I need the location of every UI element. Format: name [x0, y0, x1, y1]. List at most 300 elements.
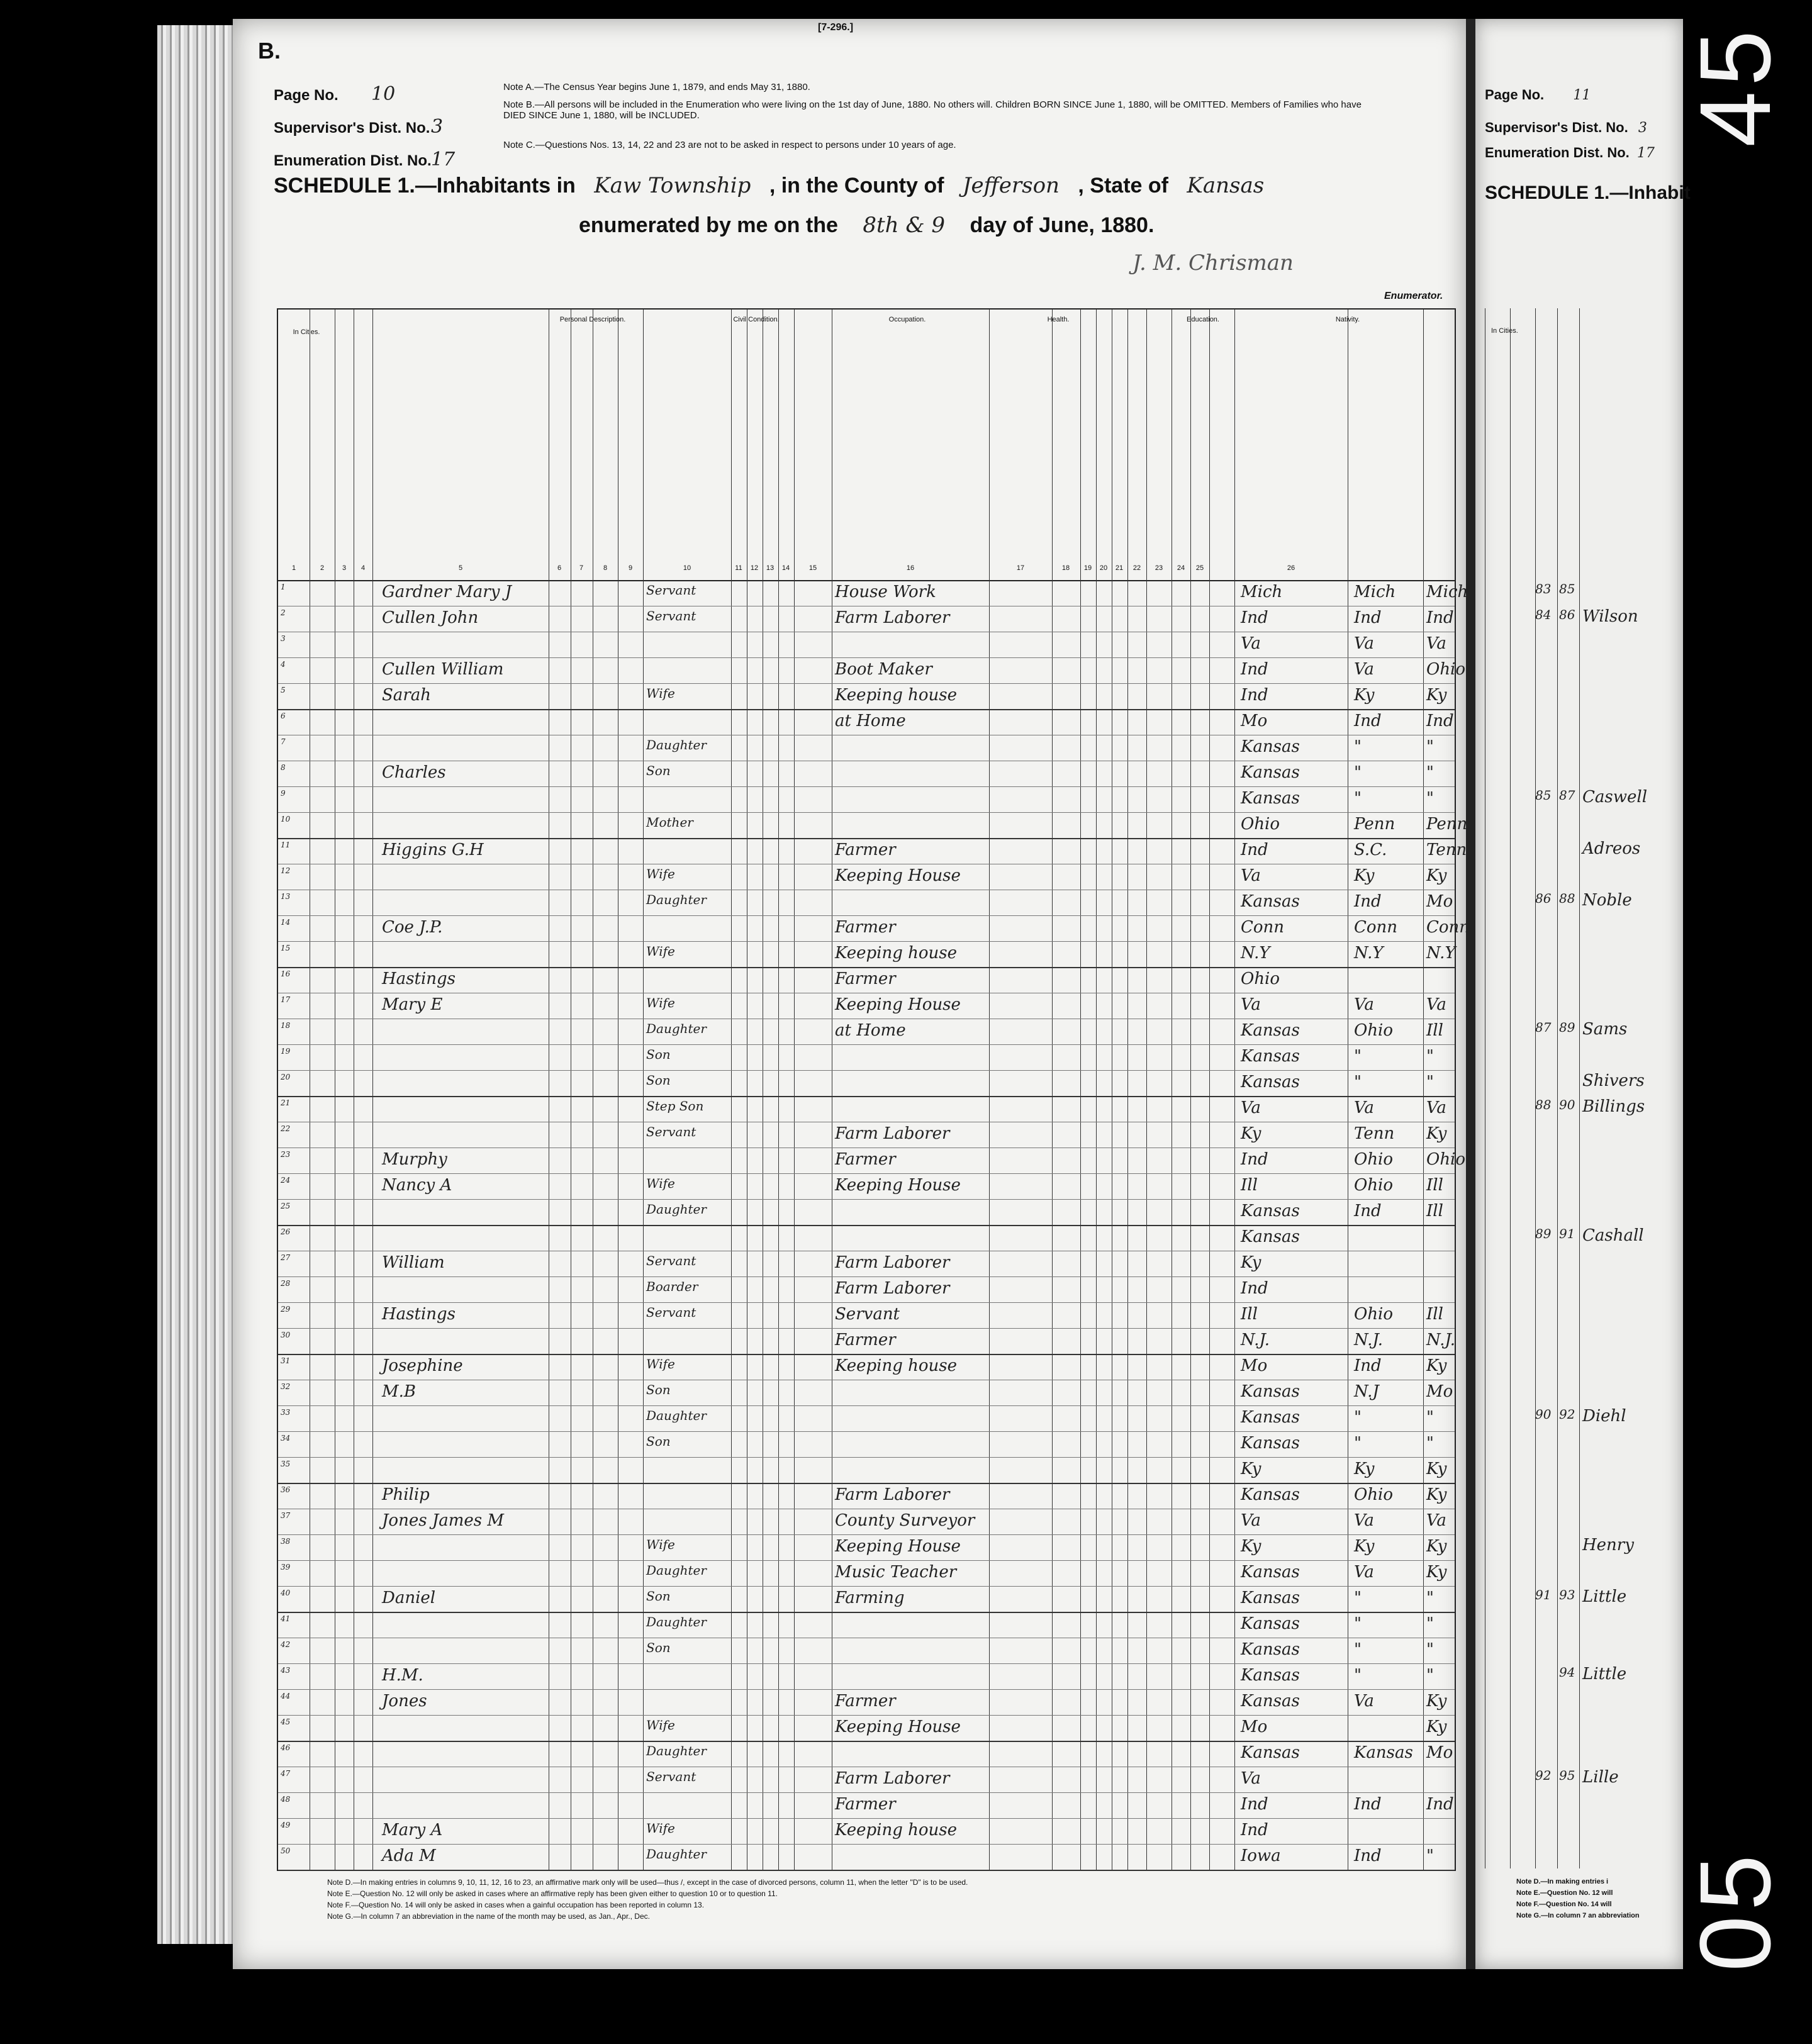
- birthplace-mother: Ind: [1426, 1795, 1454, 1814]
- birthplace-father: Ind: [1354, 1202, 1382, 1220]
- column-line: [778, 310, 779, 1870]
- column-line: [1080, 310, 1081, 1870]
- footnote-f: Note F.—Question No. 14 will only be asked in cases when a gainful occupation has been reported in column 13.: [327, 1901, 705, 1909]
- column-number: 13: [766, 564, 775, 572]
- row-line: [278, 1560, 1455, 1561]
- occupation: Keeping House: [835, 995, 961, 1014]
- occupation: Farm Laborer: [835, 608, 950, 627]
- birthplace-person: Ill: [1241, 1176, 1258, 1195]
- dwelling-number: 90: [1535, 1407, 1552, 1422]
- birthplace-mother: Ill: [1426, 1176, 1443, 1195]
- birthplace-father: Penn: [1354, 815, 1395, 834]
- row-number: 18: [281, 1021, 291, 1030]
- row-number: 34: [281, 1434, 291, 1443]
- page-no-label: Page No.: [274, 87, 338, 104]
- surname: Wilson: [1582, 607, 1638, 626]
- birthplace-father: Ky: [1354, 1537, 1375, 1556]
- relationship: Wife: [646, 1537, 675, 1552]
- row-number: 42: [281, 1640, 291, 1649]
- occupation: Farm Laborer: [835, 1279, 950, 1298]
- birthplace-father: Ind: [1354, 608, 1382, 627]
- birthplace-mother: Ky: [1426, 1563, 1447, 1582]
- birthplace-father: ": [1354, 1408, 1362, 1427]
- surname: Little: [1582, 1665, 1627, 1684]
- birthplace-father: ": [1354, 763, 1362, 782]
- birthplace-person: Va: [1241, 866, 1261, 885]
- birthplace-mother: ": [1426, 737, 1434, 756]
- column-line: [989, 310, 990, 1870]
- column-number: 20: [1099, 564, 1108, 572]
- row-line: [278, 1457, 1455, 1458]
- birthplace-mother: Tenn: [1426, 840, 1467, 859]
- corner-letter: B.: [258, 38, 281, 64]
- table-heading: [278, 310, 1455, 581]
- occupation: Music Teacher: [835, 1563, 957, 1582]
- row-number: 24: [281, 1176, 291, 1185]
- column-line: [1234, 310, 1235, 1870]
- right-in-cities: In Cities.: [1491, 327, 1518, 335]
- birthplace-mother: Ky: [1426, 1460, 1447, 1478]
- row-number: 36: [281, 1485, 291, 1494]
- birthplace-person: Ky: [1241, 1460, 1261, 1478]
- person-name: M.B: [382, 1382, 416, 1401]
- enumerated-line: [579, 213, 1154, 238]
- relationship: Servant: [646, 1769, 696, 1784]
- birthplace-person: Kansas: [1241, 1382, 1300, 1401]
- row-line: [278, 1612, 1455, 1613]
- relationship: Wife: [646, 944, 675, 959]
- birthplace-person: N.J.: [1241, 1331, 1270, 1349]
- row-number: 3: [281, 634, 286, 643]
- person-name: Cullen John: [382, 608, 479, 627]
- enumeration-label: Enumeration Dist. No.: [274, 152, 432, 169]
- column-number: 12: [750, 564, 759, 572]
- relationship: Daughter: [646, 1021, 707, 1036]
- row-number: 38: [281, 1537, 291, 1546]
- family-number: 85: [1559, 581, 1575, 596]
- film-frame-number-bottom: 05: [1679, 1850, 1791, 1972]
- right-col-line: [1579, 308, 1580, 1868]
- dwelling-number: 91: [1535, 1587, 1552, 1602]
- family-number: 86: [1559, 607, 1575, 622]
- row-number: 5: [281, 686, 286, 695]
- birthplace-father: ": [1354, 1614, 1362, 1633]
- occupation: Servant: [835, 1305, 900, 1324]
- right-footnote-g: Note G.—In column 7 an abbreviation: [1516, 1912, 1640, 1919]
- row-line: [278, 1741, 1455, 1742]
- person-name: Daniel: [382, 1589, 436, 1607]
- birthplace-person: Kansas: [1241, 892, 1300, 911]
- row-number: 32: [281, 1382, 291, 1391]
- birthplace-father: Ohio: [1354, 1176, 1394, 1195]
- birthplace-person: Va: [1241, 1769, 1261, 1788]
- row-number: 46: [281, 1743, 291, 1752]
- relationship: Son: [646, 1047, 671, 1062]
- relationship: Wife: [646, 866, 675, 881]
- birthplace-mother: Ky: [1426, 1356, 1447, 1375]
- birthplace-mother: Ohio: [1426, 660, 1466, 679]
- column-number: 17: [1016, 564, 1025, 572]
- birthplace-mother: ": [1426, 1666, 1434, 1685]
- birthplace-person: Ind: [1241, 1279, 1268, 1298]
- birthplace-person: Kansas: [1241, 1692, 1300, 1711]
- row-number: 26: [281, 1227, 291, 1236]
- column-line: [1190, 310, 1191, 1870]
- dwelling-number: 85: [1535, 788, 1552, 803]
- row-number: 17: [281, 995, 291, 1004]
- relationship: Son: [646, 1589, 671, 1604]
- birthplace-mother: Penn: [1426, 815, 1468, 834]
- person-name: William: [382, 1253, 445, 1272]
- person-name: Higgins G.H: [382, 840, 484, 859]
- footnote-e: Note E.—Question No. 12 will only be asked in cases where an affirmative reply has been given either to question 10 or to question 11.: [327, 1889, 778, 1898]
- row-line: [278, 657, 1455, 658]
- birthplace-mother: N.Y: [1426, 944, 1456, 963]
- family-number: 89: [1559, 1020, 1575, 1035]
- occupation: Keeping house: [835, 1356, 957, 1375]
- heading-nativity: Nativity.: [1335, 316, 1360, 323]
- birthplace-person: Mo: [1241, 1356, 1268, 1375]
- family-number: 92: [1559, 1407, 1575, 1422]
- row-number: 8: [281, 763, 286, 772]
- row-line: [278, 1431, 1455, 1432]
- birthplace-mother: Mo: [1426, 1382, 1453, 1401]
- relationship: Servant: [646, 1124, 696, 1139]
- row-number: 28: [281, 1279, 291, 1288]
- relationship: Wife: [646, 1717, 675, 1733]
- county-value: Jefferson: [962, 173, 1060, 198]
- row-line: [278, 1663, 1455, 1664]
- relationship: Wife: [646, 1821, 675, 1836]
- occupation: Farm Laborer: [835, 1769, 950, 1788]
- footnote-g: Note G.—In column 7 an abbreviation in the name of the month may be used, as Jan., Apr., Dec.: [327, 1912, 650, 1921]
- note-b: Note B.—All persons will be included in the Enumeration who were living on the 1st day of June, 1880. No others will. Children BORN SINCE June 1, 1880, will be OMITTED. Members of Families who have DIED SINCE June 1, 1880, will be INCLUDED.: [503, 99, 1362, 121]
- birthplace-father: Va: [1354, 634, 1374, 653]
- birthplace-person: Kansas: [1241, 1589, 1300, 1607]
- person-name: Gardner Mary J: [382, 583, 512, 601]
- row-number: 39: [281, 1563, 291, 1572]
- column-number: 7: [579, 564, 584, 572]
- row-number: 22: [281, 1124, 291, 1133]
- family-number: 88: [1559, 891, 1575, 906]
- right-page-no-label: [1485, 87, 1591, 103]
- row-number: 19: [281, 1047, 291, 1056]
- row-number: 14: [281, 918, 291, 927]
- column-number: 26: [1287, 564, 1295, 572]
- person-name: Ada M: [382, 1846, 436, 1865]
- person-name: H.M.: [382, 1666, 423, 1685]
- birthplace-person: Kansas: [1241, 737, 1300, 756]
- surname: Noble: [1582, 891, 1632, 910]
- birthplace-mother: ": [1426, 1640, 1434, 1659]
- dwelling-number: 87: [1535, 1020, 1552, 1035]
- birthplace-person: Ind: [1241, 1150, 1268, 1169]
- birthplace-person: Ind: [1241, 660, 1268, 679]
- person-name: Charles: [382, 763, 446, 782]
- birthplace-mother: ": [1426, 1047, 1434, 1066]
- occupation: Keeping house: [835, 686, 957, 705]
- birthplace-mother: ": [1426, 789, 1434, 808]
- row-number: 48: [281, 1795, 291, 1804]
- column-number: 21: [1115, 564, 1124, 572]
- relationship: Wife: [646, 1356, 675, 1371]
- birthplace-person: Kansas: [1241, 1563, 1300, 1582]
- surname: Sams: [1582, 1020, 1628, 1039]
- film-frame-number-top: 45: [1679, 25, 1791, 147]
- birthplace-person: Ky: [1241, 1537, 1261, 1556]
- page-no-value: 10: [371, 83, 396, 105]
- row-line: [278, 1070, 1455, 1071]
- birthplace-father: Tenn: [1354, 1124, 1395, 1143]
- birthplace-father: Va: [1354, 1563, 1374, 1582]
- row-number: 27: [281, 1253, 291, 1262]
- row-number: 6: [281, 712, 286, 720]
- birthplace-mother: Ind: [1426, 712, 1454, 730]
- row-number: 10: [281, 815, 291, 824]
- column-line: [1146, 310, 1147, 1870]
- column-number: 19: [1083, 564, 1092, 572]
- birthplace-person: Ind: [1241, 1821, 1268, 1840]
- birthplace-mother: ": [1426, 1434, 1434, 1453]
- column-line: [731, 310, 732, 1870]
- family-number: 95: [1559, 1768, 1575, 1783]
- enumerator-label: Enumerator.: [1384, 291, 1443, 301]
- birthplace-father: Ohio: [1354, 1021, 1394, 1040]
- birthplace-father: ": [1354, 1047, 1362, 1066]
- heading-civil: Civil Condition.: [733, 316, 780, 323]
- binding-gutter: [1466, 19, 1475, 1969]
- relationship: Daughter: [646, 1614, 707, 1629]
- relationship: Daughter: [646, 1743, 707, 1758]
- occupation: Farmer: [835, 1692, 896, 1711]
- dwelling-number: 83: [1535, 581, 1552, 596]
- birthplace-person: Ind: [1241, 686, 1268, 705]
- birthplace-person: Iowa: [1241, 1846, 1281, 1865]
- row-number: 15: [281, 944, 291, 952]
- family-number: 93: [1559, 1587, 1575, 1602]
- birthplace-father: Ky: [1354, 866, 1375, 885]
- birthplace-father: ": [1354, 737, 1362, 756]
- census-table: [277, 308, 1470, 1871]
- row-line: [278, 1096, 1455, 1097]
- surname: Cashall: [1582, 1226, 1644, 1245]
- state-label: , State of: [1078, 174, 1168, 198]
- relationship: Daughter: [646, 1202, 707, 1217]
- birthplace-father: Mich: [1354, 583, 1396, 601]
- birthplace-father: Ky: [1354, 1460, 1375, 1478]
- row-line: [278, 967, 1455, 968]
- column-number: 4: [361, 564, 366, 572]
- birthplace-person: Va: [1241, 1098, 1261, 1117]
- row-line: [278, 1276, 1455, 1277]
- column-number: 18: [1061, 564, 1070, 572]
- right-col-line: [1557, 308, 1558, 1868]
- birthplace-father: Ohio: [1354, 1485, 1394, 1504]
- column-number: 16: [906, 564, 915, 572]
- person-name: Sarah: [382, 686, 431, 705]
- relationship: Daughter: [646, 1563, 707, 1578]
- enumeration-value: 17: [431, 148, 456, 170]
- birthplace-person: Ky: [1241, 1124, 1261, 1143]
- birthplace-person: Ind: [1241, 840, 1268, 859]
- relationship: Daughter: [646, 1408, 707, 1423]
- occupation: Farmer: [835, 840, 896, 859]
- birthplace-mother: ": [1426, 763, 1434, 782]
- birthplace-father: Ind: [1354, 712, 1382, 730]
- occupation: Keeping House: [835, 1537, 961, 1556]
- right-supervisor-label: Supervisor's Dist. No.: [1485, 120, 1628, 135]
- birthplace-mother: N.J.: [1426, 1331, 1456, 1349]
- column-number: 23: [1155, 564, 1163, 572]
- row-line: [278, 1689, 1455, 1690]
- row-number: 11: [281, 840, 291, 849]
- row-number: 49: [281, 1821, 291, 1829]
- birthplace-person: Va: [1241, 1511, 1261, 1530]
- row-line: [278, 1405, 1455, 1406]
- birthplace-person: Va: [1241, 634, 1261, 653]
- note-c: Note C.—Questions Nos. 13, 14, 22 and 23 are not to be asked in respect to persons under 10 years of age.: [503, 140, 956, 150]
- occupation: House Work: [835, 583, 936, 601]
- birthplace-father: ": [1354, 1073, 1362, 1092]
- heading-education: Education.: [1187, 316, 1219, 323]
- birthplace-father: N.Y: [1354, 944, 1384, 963]
- birthplace-mother: Ill: [1426, 1202, 1443, 1220]
- relationship: Wife: [646, 995, 675, 1010]
- row-line: [278, 1225, 1455, 1226]
- birthplace-person: Kansas: [1241, 1408, 1300, 1427]
- column-line: [1096, 310, 1097, 1870]
- enumerated-day: 8th & 9: [863, 213, 946, 238]
- column-number: 8: [603, 564, 608, 572]
- row-line: [278, 1818, 1455, 1819]
- county-label: , in the County of: [769, 174, 944, 198]
- person-name: Hastings: [382, 969, 456, 988]
- row-number: 44: [281, 1692, 291, 1701]
- occupation: Farming: [835, 1589, 905, 1607]
- enumerated-suffix: day of June, 1880.: [970, 213, 1155, 237]
- birthplace-father: Va: [1354, 995, 1374, 1014]
- row-number: 35: [281, 1460, 291, 1468]
- row-number: 4: [281, 660, 286, 669]
- person-name: Jones James M: [382, 1511, 505, 1530]
- occupation: Farm Laborer: [835, 1124, 950, 1143]
- birthplace-mother: Mo: [1426, 892, 1453, 911]
- right-footnote-f: Note F.—Question No. 14 will: [1516, 1901, 1612, 1908]
- right-footnote-d: Note D.—In making entries i: [1516, 1878, 1609, 1885]
- birthplace-father: Conn: [1354, 918, 1398, 937]
- birthplace-mother: Ky: [1426, 1124, 1447, 1143]
- column-line: [1127, 310, 1128, 1870]
- right-supervisor-value: 3: [1638, 120, 1647, 136]
- column-number: 15: [808, 564, 817, 572]
- birthplace-person: Kansas: [1241, 763, 1300, 782]
- birthplace-mother: Ill: [1426, 1305, 1443, 1324]
- row-number: 40: [281, 1589, 291, 1597]
- row-line: [278, 1044, 1455, 1045]
- birthplace-father: N.J.: [1354, 1331, 1384, 1349]
- column-number: 14: [781, 564, 790, 572]
- row-number: 9: [281, 789, 286, 798]
- family-number: 90: [1559, 1097, 1575, 1112]
- row-number: 47: [281, 1769, 291, 1778]
- row-number: 33: [281, 1408, 291, 1417]
- row-line: [278, 1586, 1455, 1587]
- birthplace-mother: ": [1426, 1073, 1434, 1092]
- occupation: Farm Laborer: [835, 1253, 950, 1272]
- person-name: Mary E: [382, 995, 443, 1014]
- birthplace-person: Ill: [1241, 1305, 1258, 1324]
- birthplace-person: Mo: [1241, 1717, 1268, 1736]
- occupation: County Surveyor: [835, 1511, 975, 1530]
- birthplace-person: Kansas: [1241, 1073, 1300, 1092]
- column-line: [643, 310, 644, 1870]
- relationship: Servant: [646, 1305, 696, 1320]
- column-number: 10: [683, 564, 691, 572]
- footnote-d: Note D.—In making entries in columns 9, 10, 11, 12, 16 to 23, an affirmative mark only will be used—thus /, except in the case of divorced persons, column 11, when the letter "D" is to be used.: [327, 1878, 968, 1887]
- column-number: 11: [735, 564, 742, 572]
- surname: Henry: [1582, 1536, 1634, 1555]
- occupation: at Home: [835, 1021, 906, 1040]
- birthplace-person: Ind: [1241, 1795, 1268, 1814]
- column-line: [372, 310, 373, 1870]
- column-number: 9: [628, 564, 633, 572]
- right-col-line: [1510, 308, 1511, 1868]
- row-number: 12: [281, 866, 291, 875]
- column-number: 6: [557, 564, 562, 572]
- column-number: 24: [1177, 564, 1185, 572]
- heading-occupation: Occupation.: [888, 316, 926, 323]
- birthplace-mother: Ohio: [1426, 1150, 1466, 1169]
- dwelling-number: 92: [1535, 1768, 1552, 1783]
- surname: Adreos: [1582, 839, 1641, 858]
- occupation: Keeping House: [835, 866, 961, 885]
- relationship: Servant: [646, 1253, 696, 1268]
- surname: Shivers: [1582, 1071, 1645, 1090]
- birthplace-person: Va: [1241, 995, 1261, 1014]
- relationship: Wife: [646, 1176, 675, 1191]
- row-line: [278, 1173, 1455, 1174]
- dwelling-number: 89: [1535, 1226, 1552, 1241]
- birthplace-person: Conn: [1241, 918, 1285, 937]
- heading-health: Health.: [1047, 316, 1070, 323]
- birthplace-father: ": [1354, 1589, 1362, 1607]
- birthplace-father: Va: [1354, 1511, 1374, 1530]
- occupation: Farmer: [835, 1150, 896, 1169]
- row-line: [278, 683, 1455, 684]
- book-page-edges: [157, 25, 239, 1944]
- birthplace-mother: Conn: [1426, 918, 1470, 937]
- right-page-no-label-text: Page No.: [1485, 87, 1545, 103]
- birthplace-father: N.J: [1354, 1382, 1379, 1401]
- birthplace-person: Mich: [1241, 583, 1283, 601]
- birthplace-person: Kansas: [1241, 1666, 1300, 1685]
- birthplace-father: ": [1354, 789, 1362, 808]
- person-name: Philip: [382, 1485, 430, 1504]
- birthplace-person: Kansas: [1241, 1047, 1300, 1066]
- occupation: Farmer: [835, 1795, 896, 1814]
- birthplace-father: Va: [1354, 660, 1374, 679]
- supervisor-value: 3: [431, 116, 444, 138]
- relationship: Servant: [646, 583, 696, 598]
- birthplace-mother: Va: [1426, 1511, 1446, 1530]
- birthplace-father: Kansas: [1354, 1743, 1413, 1762]
- occupation: Keeping house: [835, 1821, 957, 1840]
- row-line: [278, 1483, 1455, 1484]
- birthplace-father: Ohio: [1354, 1305, 1394, 1324]
- row-number: 29: [281, 1305, 291, 1314]
- occupation: Keeping House: [835, 1176, 961, 1195]
- birthplace-father: Ind: [1354, 1846, 1382, 1865]
